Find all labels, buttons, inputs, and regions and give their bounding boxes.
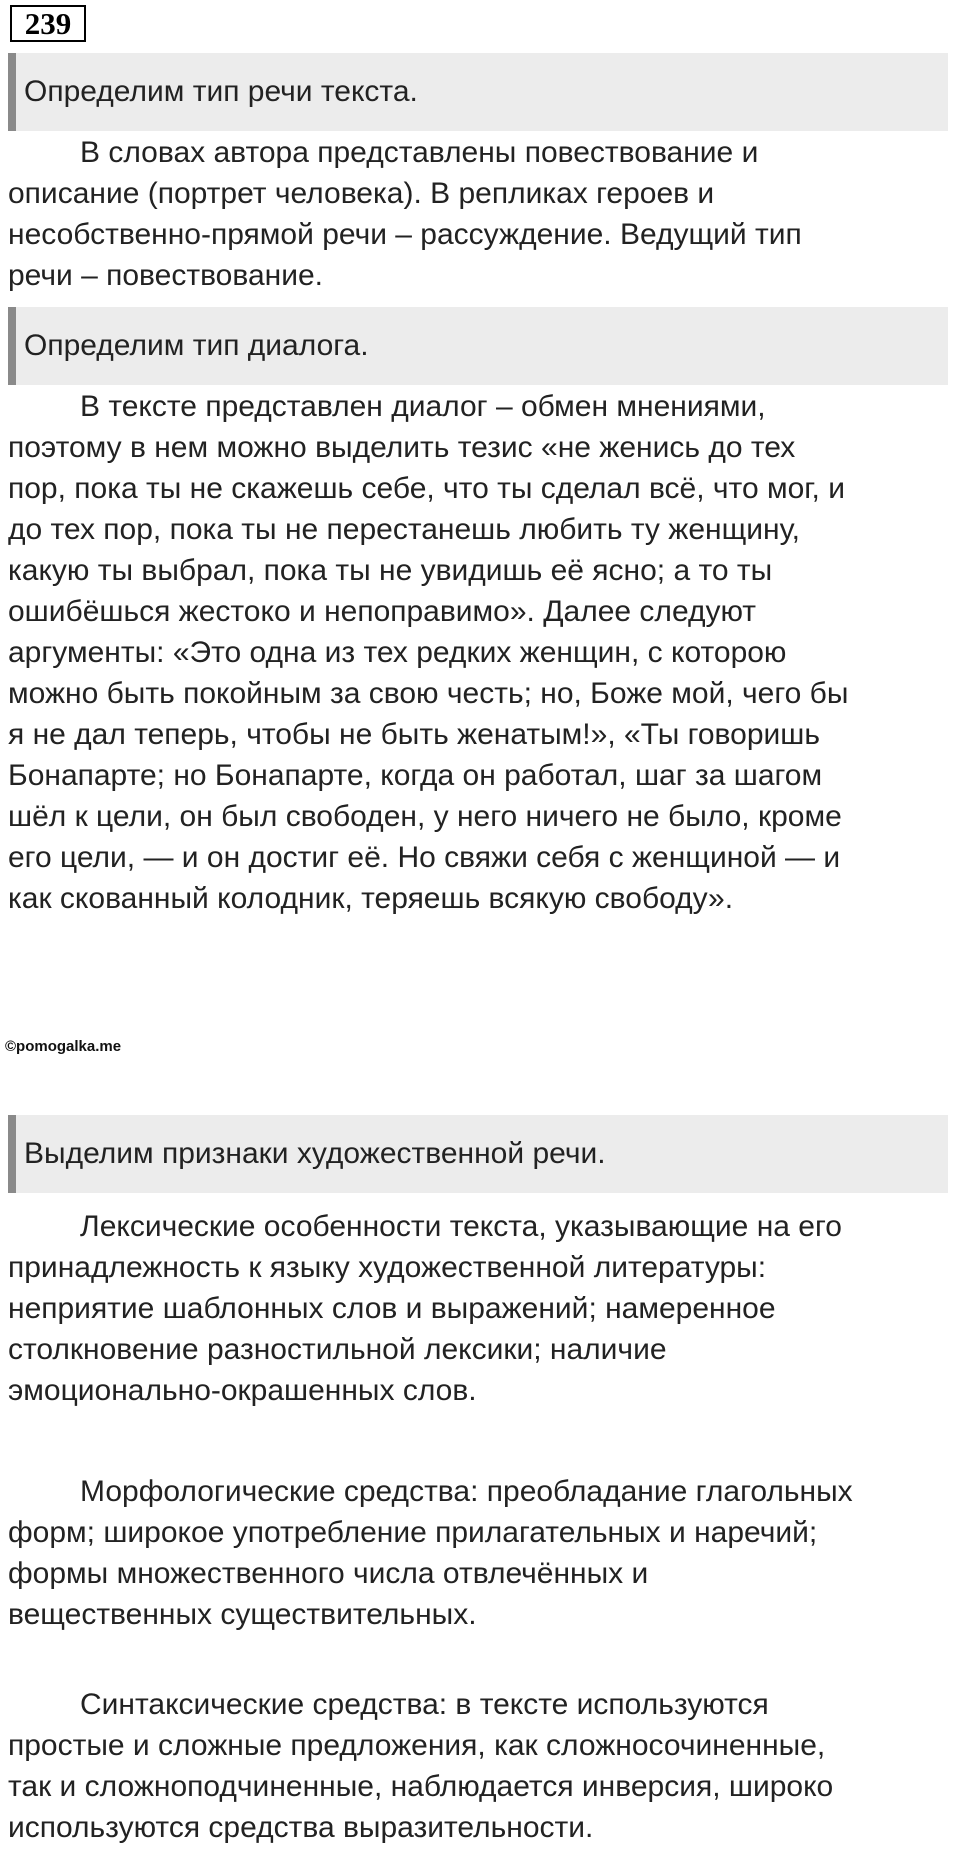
watermark: ©pomogalka.me — [5, 1038, 122, 1055]
paragraph-lexical-features — [8, 1206, 958, 1411]
text-line: речи – повествование. — [8, 259, 323, 292]
text-line: поэтому в нем можно выделить тезис «не женись до тех — [8, 431, 796, 464]
text-line: используются средства выразительности. — [8, 1811, 594, 1844]
section-header-artistic-features: Выделим признаки художественной речи. — [8, 1115, 948, 1193]
text-line: до тех пор, пока ты не перестанешь любить ту женщину, — [8, 513, 800, 546]
text-line: столкновение разностильной лексики; наличие — [8, 1333, 667, 1366]
text-line: как скованный колодник, теряешь всякую свободу». — [8, 882, 734, 915]
text-line: какую ты выбрал, пока ты не увидишь её ясно; а то ты — [8, 554, 773, 587]
section-header-dialogue-type: Определим тип диалога. — [8, 307, 948, 385]
text-line: вещественных существительных. — [8, 1598, 477, 1631]
text-line: можно быть покойным за свою честь; но, Боже мой, чего бы — [8, 677, 849, 710]
text-line: аргументы: «Это одна из тех редких женщин, с которою — [8, 636, 787, 669]
text-line: я не дал теперь, чтобы не быть женатым!», «Ты говоришь — [8, 718, 820, 751]
text-line: принадлежность к языку художественной литературы: — [8, 1251, 767, 1284]
text-line: шёл к цели, он был свободен, у него ничего не было, кроме — [8, 800, 842, 833]
text-line: Бонапарте; но Бонапарте, когда он работал, шаг за шагом — [8, 759, 823, 792]
text-line: неприятие шаблонных слов и выражений; намеренное — [8, 1292, 776, 1325]
text-line: Морфологические средства: преобладание глагольных — [80, 1475, 853, 1508]
paragraph-dialogue-type — [8, 386, 958, 919]
exercise-number: 239 — [10, 5, 86, 42]
text-line: Лексические особенности текста, указывающие на его — [80, 1210, 842, 1243]
text-line: пор, пока ты не скажешь себе, что ты сделал всё, что мог, и — [8, 472, 845, 505]
text-line: ошибёшься жестоко и непоправимо». Далее следуют — [8, 595, 757, 628]
paragraph-speech-type — [8, 132, 958, 296]
text-line: его цели, — и он достиг её. Но свяжи себя с женщиной — и — [8, 841, 841, 874]
text-line: формы множественного числа отвлечённых и — [8, 1557, 649, 1590]
text-line: описание (портрет человека). В репликах героев и — [8, 177, 715, 210]
text-line: Синтаксические средства: в тексте используются — [80, 1688, 769, 1721]
text-line: В тексте представлен диалог – обмен мнениями, — [80, 390, 766, 423]
text-line: форм; широкое употребление прилагательных и наречий; — [8, 1516, 818, 1549]
paragraph-syntactic-features — [8, 1684, 958, 1848]
text-line: В словах автора представлены повествование и — [80, 136, 759, 169]
text-line: эмоционально-окрашенных слов. — [8, 1374, 477, 1407]
paragraph-morphological-features — [8, 1471, 958, 1635]
text-line: так и сложноподчиненные, наблюдается инверсия, широко — [8, 1770, 834, 1803]
text-line: несобственно-прямой речи – рассуждение. Ведущий тип — [8, 218, 802, 251]
text-line: простые и сложные предложения, как сложносочиненные, — [8, 1729, 826, 1762]
section-header-speech-type: Определим тип речи текста. — [8, 53, 948, 131]
